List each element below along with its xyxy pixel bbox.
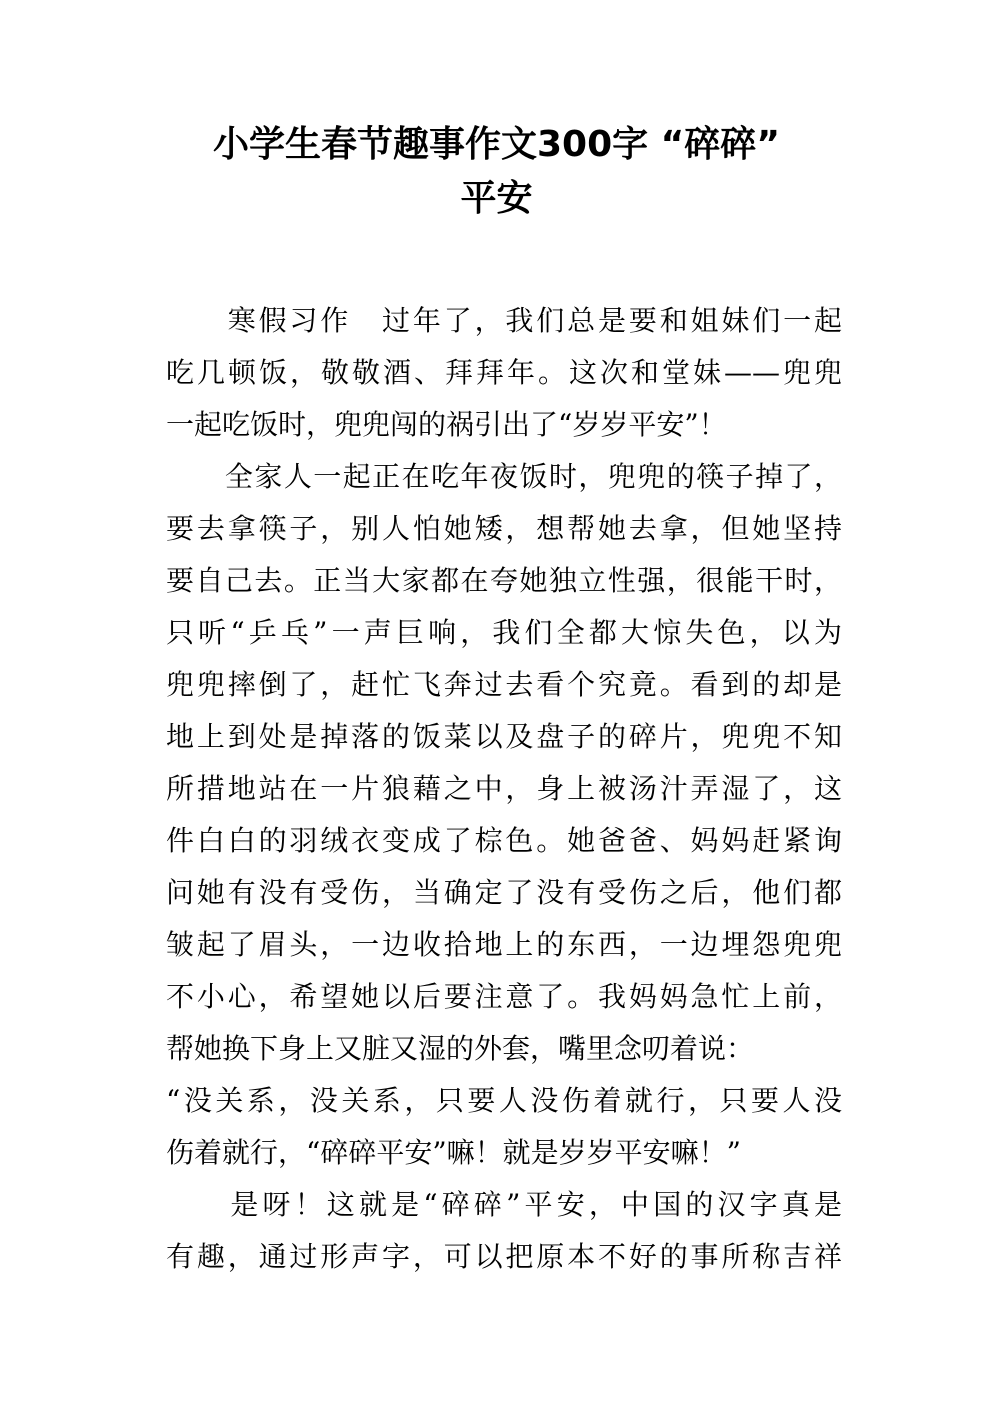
title-line-1: 小学生春节趣事作文300字 “碎碎”: [212, 124, 780, 165]
text-line: 问她有没有受伤，当确定了没有受伤之后，他们都: [166, 876, 842, 909]
title-line-2: 平安: [460, 178, 533, 219]
text-line: 有趣，通过形声字，可以把原本不好的事所称吉祥: [166, 1240, 842, 1273]
text-line: 吃几顿饭，敬敬酒、拜拜年。这次和堂妹——兜兜: [166, 356, 842, 389]
text-line: 要自己去。正当大家都在夸她独立性强，很能干时，: [166, 564, 842, 597]
essay-body: [166, 295, 842, 1283]
text-line: 所措地站在一片狼藉之中，身上被汤汁弄湿了，这: [166, 772, 842, 805]
text-line: 兜兜摔倒了，赶忙飞奔过去看个究竟。看到的却是: [166, 668, 842, 701]
text-line: 件白白的羽绒衣变成了棕色。她爸爸、妈妈赶紧询: [166, 824, 842, 857]
text-line: 伤着就行，“碎碎平安”嘛！就是岁岁平安嘛！”: [166, 1136, 741, 1169]
text-line: 是呀！这就是“碎碎”平安，中国的汉字真是: [166, 1188, 842, 1221]
text-line: 只听“乒乓”一声巨响，我们全都大惊失色，以为: [166, 616, 842, 649]
text-line: 一起吃饭时，兜兜闯的祸引出了“岁岁平安”！: [166, 408, 727, 441]
document-title: [150, 118, 843, 226]
text-line: 要去拿筷子，别人怕她矮，想帮她去拿，但她坚持: [166, 512, 842, 545]
text-line: 地上到处是掉落的饭菜以及盘子的碎片，兜兜不知: [166, 720, 842, 753]
text-line: 不小心，希望她以后要注意了。我妈妈急忙上前，: [166, 980, 842, 1013]
text-line: “没关系，没关系，只要人没伤着就行，只要人没: [166, 1084, 842, 1117]
text-line: 帮她换下身上又脏又湿的外套，嘴里念叨着说：: [166, 1032, 755, 1065]
text-line: 寒假习作 过年了，我们总是要和姐妹们一起: [166, 304, 842, 337]
text-line: 全家人一起正在吃年夜饭时，兜兜的筷子掉了，: [166, 460, 842, 493]
text-line: 皱起了眉头，一边收拾地上的东西，一边埋怨兜兜: [166, 928, 842, 961]
